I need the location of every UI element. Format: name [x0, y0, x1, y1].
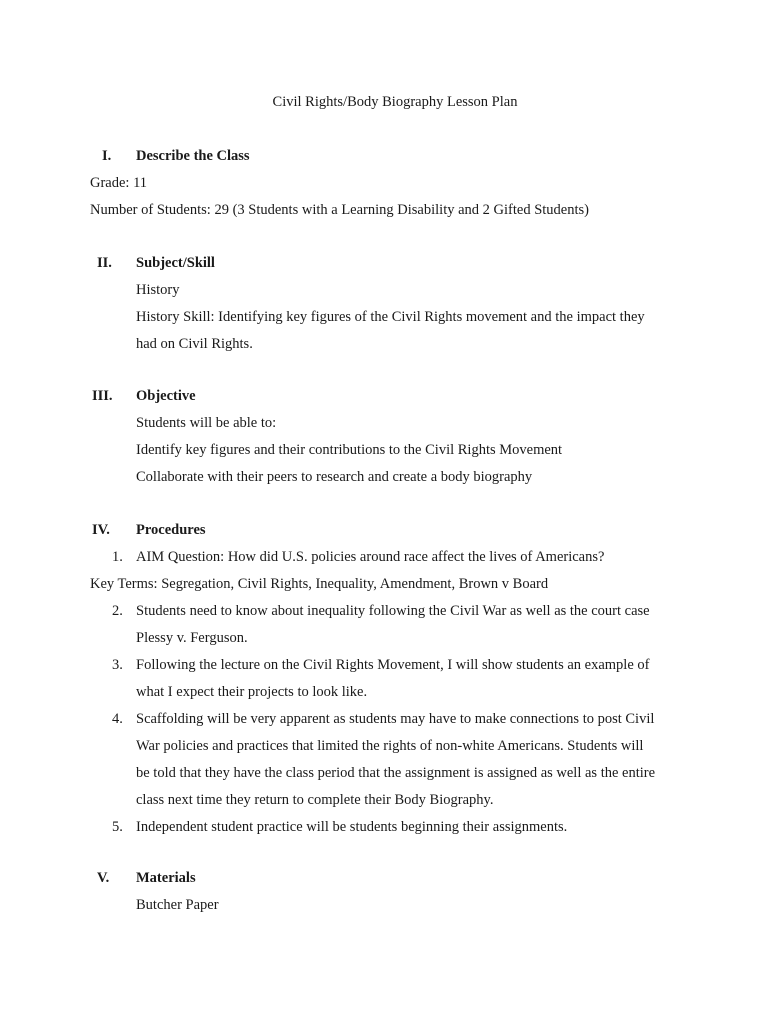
subject-line: History — [136, 282, 180, 298]
grade-line: Grade: 11 — [90, 175, 148, 191]
section-heading: Describe the Class — [136, 148, 250, 164]
procedure-text: be told that they have the class period that the assignment is assigned as well as the entire — [136, 765, 656, 781]
procedure-text: what I expect their projects to look like. — [136, 684, 368, 700]
procedure-item — [0, 814, 768, 841]
section-heading: Subject/Skill — [136, 255, 215, 271]
procedure-text: class next time they return to complete their Body Biography. — [136, 792, 494, 808]
objective-item: Identify key figures and their contributions to the Civil Rights Movement — [136, 442, 563, 458]
procedure-text: Following the lecture on the Civil Rights Movement, I will show students an example of — [136, 657, 650, 673]
section-numeral: V. — [97, 870, 110, 886]
section-materials — [0, 865, 768, 919]
procedure-text: Students need to know about inequality following the Civil War as well as the court case — [136, 603, 650, 619]
section-subject-skill — [0, 250, 768, 358]
document-title: Civil Rights/Body Biography Lesson Plan — [272, 94, 518, 110]
procedure-number: 5. — [112, 819, 123, 835]
procedure-number: 1. — [112, 549, 123, 565]
section-numeral: I. — [102, 148, 112, 164]
material-item: Butcher Paper — [136, 897, 219, 913]
procedure-item — [0, 544, 768, 571]
section-numeral: III. — [92, 388, 113, 404]
skill-line-continued: had on Civil Rights. — [136, 336, 253, 352]
procedure-item — [0, 598, 768, 652]
procedure-number: 3. — [112, 657, 123, 673]
student-count-line: Number of Students: 29 (3 Students with a Learning Disability and 2 Gifted Students) — [90, 202, 589, 218]
procedure-text: Independent student practice will be students beginning their assignments. — [136, 819, 568, 835]
procedure-item — [0, 652, 768, 706]
objective-item: Collaborate with their peers to research and create a body biography — [136, 469, 533, 485]
objective-intro: Students will be able to: — [136, 415, 277, 431]
procedure-text: AIM Question: How did U.S. policies around race affect the lives of Americans? — [136, 549, 605, 565]
procedure-item — [0, 706, 768, 814]
procedure-number: 2. — [112, 603, 123, 619]
procedure-text: Plessy v. Ferguson. — [136, 630, 248, 646]
section-numeral: IV. — [92, 522, 110, 538]
section-heading: Procedures — [136, 522, 206, 538]
section-procedures — [0, 517, 768, 841]
key-terms-line: Key Terms: Segregation, Civil Rights, Inequality, Amendment, Brown v Board — [90, 576, 549, 592]
procedure-text: Scaffolding will be very apparent as students may have to make connections to post Civil — [136, 711, 655, 727]
section-objective — [0, 383, 768, 491]
skill-line: History Skill: Identifying key figures of the Civil Rights movement and the impact they — [136, 309, 645, 325]
procedure-number: 4. — [112, 711, 123, 727]
section-describe-class — [0, 143, 768, 224]
section-heading: Objective — [136, 388, 196, 404]
section-heading: Materials — [136, 870, 196, 886]
procedure-text: War policies and practices that limited the rights of non-white Americans. Students will — [136, 738, 644, 754]
section-numeral: II. — [97, 255, 112, 271]
